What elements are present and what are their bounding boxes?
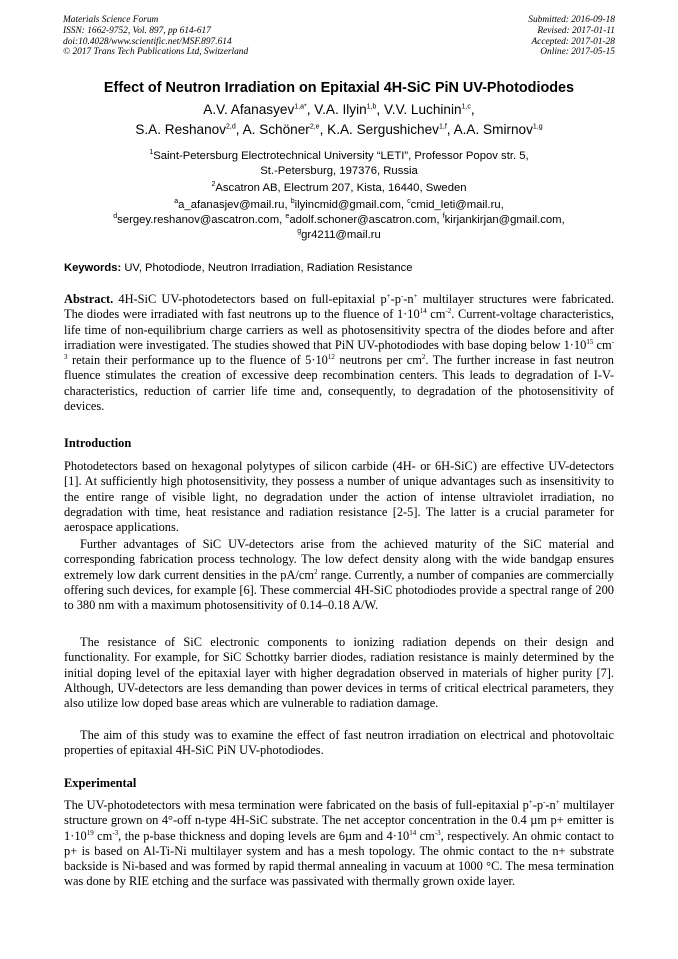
introduction-paragraph-1: Photodetectors based on hexagonal polytypes of silicon carbide (4H- or 6H-SiC) are effective UV-detectors [1]. At sufficiently high photosensitivity, they possess a number of unique advantages such as insensitivity to the entire range of visible light, no degradation under the action of intense ultraviolet irradiation, no degradation with time, heat resistance and radiation resistance [2-5]. The latter is a crucial parameter for aerospace applications.: [64, 459, 614, 535]
author-superscript: 2,d: [226, 123, 236, 131]
author-superscript: 1,b: [366, 103, 377, 111]
affiliation-2: [0, 182, 678, 194]
affiliation-text: Ascatron AB, Electrum 207, Kista, 16440, Sweden: [215, 182, 467, 194]
experimental-paragraph: The UV-photodetectors with mesa termination were fabricated on the basis of full-epitaxial p+-p--n+ multilayer structure grown on 4°-off n-type 4H-SiC substrate. The net acceptor concentration in the 0.4 µm p+ emitter is $1\cdot 10^{19}$ $cm^{-3}$, the p-base thickness and doping levels are 6µm and $4\cdot 10^{14}$ $cm^{-3}$, respectively. An ohmic contact to p+ is based on Al-Ti-Ni multilayer system and has a mesh topology. The ohmic contact to the n+ substrate backside is Ni-based and was formed by rapid thermal annealing in vacuum at 1000 °C. The mesa termination was done by RIE etching and the surface was passivated with thermally grown oxide layer.: [64, 797, 614, 889]
abstract: Abstract. 4H-SiC UV-photodetectors based on full-epitaxial p+-p--n+ multilayer structures were fabricated. The diodes were irradiated with fast neutrons up to the fluence of $1\cdot 10^{14}$ $cm^{-2}$. Current-voltage characteristics, life time of non-equilibrium charge carriers as well as photosensitivity spectra of the diodes before and after irradiation were investigated. The studies showed that PiN UV-photodiodes with base doping below $1\cdot 10^{15}$ $cm^{-3}$ retain their performance up to the fluence of $5\cdot 10^{12}$ neutrons per $cm^2$. The further increase in fast neutron fluence stimulates the creation of excessive deep recombination centers. This leads to degradation of I-V-characteristics, reduction of carrier life time and, consequently, to degradation of the photosensitivity of devices.: [64, 291, 614, 414]
author-name: V.V. Luchinin: [383, 102, 462, 117]
emails-line-3: $^g$gr4211@mail.ru: [297, 228, 381, 241]
author-superscript: 1,g: [532, 123, 543, 131]
introduction-paragraph-3: The resistance of SiC electronic components to ionizing radiation depends on their design and functionality. For example, for SiC Schottky barrier diodes, radiation resistance is mainly determined by the initial doping level of the epitaxial layer with higher degradation observed in materials of higher purity [7]. Although, UV-detectors are less demanding than power devices in terms of critical electrical parameters, they also utilize low doped base areas which are vulnerable to radiation damage.: [64, 635, 614, 711]
author-name: A.A. Smirnov: [453, 122, 533, 137]
authors-line-1: A.V. Afanasyev$^{1,a*}$, V.A. Ilyin$^{1,b}$, V.V. Luchinin$^{1,c}$,: [203, 102, 475, 117]
affiliation-superscript: 1: [149, 149, 154, 157]
email-b[interactable]: ilyincmid@gmail.com: [294, 199, 401, 211]
author-name: K.A. Sergushichev: [327, 122, 439, 137]
revised-date: Revised: 2017-01-11: [537, 25, 615, 36]
submitted-date: Submitted: 2016-09-18: [528, 15, 615, 25]
email-a[interactable]: a_afanasjev@mail.ru: [178, 199, 285, 211]
email-g[interactable]: gr4211@mail.ru: [301, 229, 381, 241]
affiliation-1-line-2: St.-Petersburg, 197376, Russia: [260, 165, 418, 177]
emails-line-1: $^a$a_afanasjev@mail.ru, $^b$ilyincmid@gmail.com, $^c$cmid_leti@mail.ru,: [174, 198, 504, 211]
affiliation-superscript: 2: [211, 181, 216, 189]
author-name: A. Schöner: [242, 122, 310, 137]
issn-line: ISSN: 1662-9752, Vol. 897, pp 614-617: [63, 25, 211, 36]
abstract-label: Abstract.: [64, 292, 114, 306]
author-name: S.A. Reshanov: [135, 122, 227, 137]
email-d[interactable]: sergey.reshanov@ascatron.com: [117, 214, 280, 226]
introduction-paragraph-4: The aim of this study was to examine the effect of fast neutron irradiation on electrical and photovoltaic properties of epitaxial 4H-SiC PiN UV-photodiodes.: [64, 728, 614, 758]
keywords-label: Keywords:: [64, 262, 122, 274]
affiliation-1-line-1: [0, 150, 678, 162]
paper-title: Effect of Neutron Irradiation on Epitaxial 4H-SiC PiN UV-Photodiodes: [103, 80, 575, 96]
doi-line: doi:10.4028/www.scientific.net/MSF.897.614: [63, 36, 232, 47]
author-superscript: 1,a*: [294, 103, 307, 111]
experimental-heading: Experimental: [64, 776, 137, 790]
authors-line-2: S.A. Reshanov$^{2,d}$, A. Schöner$^{2,e}$, K.A. Sergushichev$^{1,f}$, A.A. Smirnov$^{1,g}$: [135, 122, 543, 137]
emails-line-2: $^d$sergey.reshanov@ascatron.com, $^e$adolf.schoner@ascatron.com, $^f$kirjankirjan@gmail.com,: [113, 213, 565, 226]
running-header-right: [528, 15, 615, 58]
keywords-text: UV, Photodiode, Neutron Irradiation, Radiation Resistance: [124, 262, 413, 274]
author-superscript: 2,e: [309, 123, 320, 131]
affiliation-text: Saint-Petersburg Electrotechnical University “LETI”, Professor Popov str. 5,: [153, 150, 529, 162]
email-f[interactable]: kirjankirjan@gmail.com: [444, 214, 562, 226]
online-date: Online: 2017-05-15: [540, 47, 615, 58]
accepted-date: Accepted: 2017-01-28: [531, 36, 615, 47]
introduction-paragraph-2: Further advantages of SiC UV-detectors arise from the achieved maturity of the SiC material and corresponding fabrication process technology. The low defect density along with the wide bandgap ensures extremely low dark current densities in the $pA/cm^2$ range. Currently, a number of companies are commercially offering such devices, for example [6]. These commercial 4H-SiC photodiodes provide a spectral range of 200 to 380 nm with a maximum photosensitivity of 0.14–0.18 A/W.: [64, 537, 614, 613]
copyright-line: © 2017 Trans Tech Publications Ltd, Switzerland: [63, 47, 249, 58]
email-e[interactable]: adolf.schoner@ascatron.com: [289, 214, 437, 226]
journal-name: Materials Science Forum: [63, 15, 159, 25]
email-c[interactable]: cmid_leti@mail.ru: [410, 199, 501, 211]
introduction-heading: Introduction: [64, 436, 132, 450]
author-name: V.A. Ilyin: [314, 102, 367, 117]
running-header-left: [63, 15, 248, 58]
author-superscript: 1,c: [461, 103, 471, 111]
author-name: A.V. Afanasyev: [203, 102, 295, 117]
author-superscript: 1,f: [438, 123, 447, 131]
keywords: [64, 262, 614, 274]
